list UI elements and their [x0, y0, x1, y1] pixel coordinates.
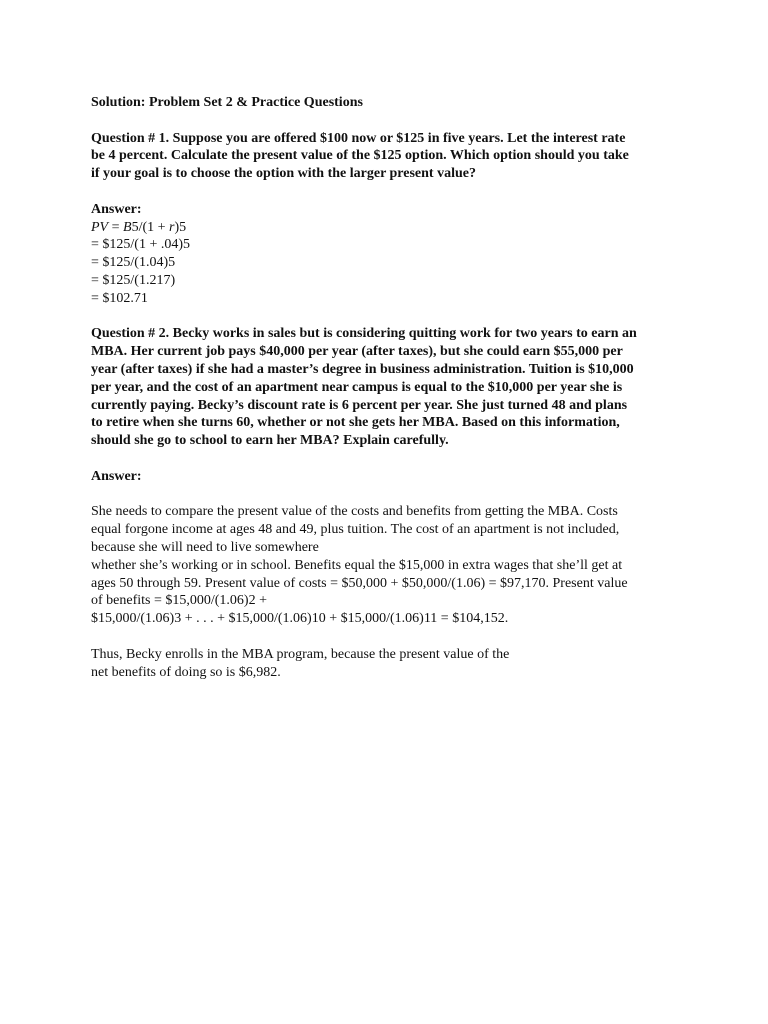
- pv-symbol: PV: [91, 219, 109, 235]
- spacer: [91, 628, 691, 646]
- conclusion-line: net benefits of doing so is $6,982.: [91, 664, 281, 680]
- answer-line: ages 50 through 59. Present value of costs = $50,000 + $50,000/(1.06) = $97,170. Present value: [91, 575, 628, 591]
- answer-line: of benefits = $15,000/(1.06)2 +: [91, 593, 267, 609]
- calc-step: = $125/(1.217): [91, 272, 176, 288]
- question-2-line: per year, and the cost of an apartment near campus is equal to the $10,000 per year she is: [91, 379, 623, 395]
- spacer: [91, 486, 691, 504]
- answer-line: She needs to compare the present value of the costs and benefits from getting the MBA. Costs: [91, 504, 618, 520]
- question-2-line: should she go to school to earn her MBA? Explain carefully.: [91, 433, 449, 449]
- question-2-line: to retire when she turns 60, whether or not she gets her MBA. Based on this information,: [91, 415, 620, 431]
- question-1: [91, 130, 691, 183]
- answer-2-explanation: [91, 503, 691, 628]
- question-1-line: if your goal is to choose the option with the larger present value?: [91, 166, 476, 182]
- answer-label: Answer:: [91, 468, 142, 484]
- question-2-line: currently paying. Becky’s discount rate is 6 percent per year. She just turned 48 and plans: [91, 397, 628, 413]
- calc-step: = $102.71: [91, 290, 148, 306]
- answer-2-conclusion: [91, 646, 691, 682]
- question-2-line: Question # 2. Becky works in sales but is considering quitting work for two years to earn an: [91, 326, 637, 342]
- equals-sign: =: [108, 219, 124, 235]
- conclusion-line: Thus, Becky enrolls in the MBA program, because the present value of the: [91, 646, 510, 662]
- calc-step: = $125/(1 + .04)5: [91, 237, 191, 253]
- answer-line: $15,000/(1.06)3 + . . . + $15,000/(1.06)10 + $15,000/(1.06)11 = $104,152.: [91, 611, 509, 627]
- question-1-line: Question # 1. Suppose you are offered $100 now or $125 in five years. Let the interest rate: [91, 130, 626, 146]
- question-1-line: be 4 percent. Calculate the present value of the $125 option. Which option should you take: [91, 148, 629, 164]
- r-symbol: r: [169, 219, 175, 235]
- document-body: [91, 94, 691, 681]
- answer-label: Answer:: [91, 201, 142, 217]
- spacer: [91, 450, 691, 468]
- spacer: [91, 112, 691, 130]
- answer-1: [91, 201, 691, 308]
- formula-part: )5: [174, 219, 187, 235]
- answer-line: because she will need to live somewhere: [91, 539, 319, 555]
- question-2-line: MBA. Her current job pays $40,000 per year (after taxes), but she could earn $55,000 per: [91, 344, 623, 360]
- calc-step: = $125/(1.04)5: [91, 255, 176, 271]
- formula-part: 5/(1 +: [131, 219, 170, 235]
- spacer: [91, 308, 691, 326]
- question-2: [91, 325, 691, 450]
- b-symbol: B: [123, 219, 132, 235]
- answer-line: whether she’s working or in school. Benefits equal the $15,000 in extra wages that she’ll get at: [91, 557, 623, 573]
- pv-formula: [91, 219, 691, 237]
- spacer: [91, 183, 691, 201]
- answer-line: equal forgone income at ages 48 and 49, plus tuition. The cost of an apartment is not included,: [91, 522, 620, 538]
- document-title: Solution: Problem Set 2 & Practice Questions: [91, 95, 363, 110]
- question-2-line: year (after taxes) if she had a master’s degree in business administration. Tuition is $10,000: [91, 361, 634, 377]
